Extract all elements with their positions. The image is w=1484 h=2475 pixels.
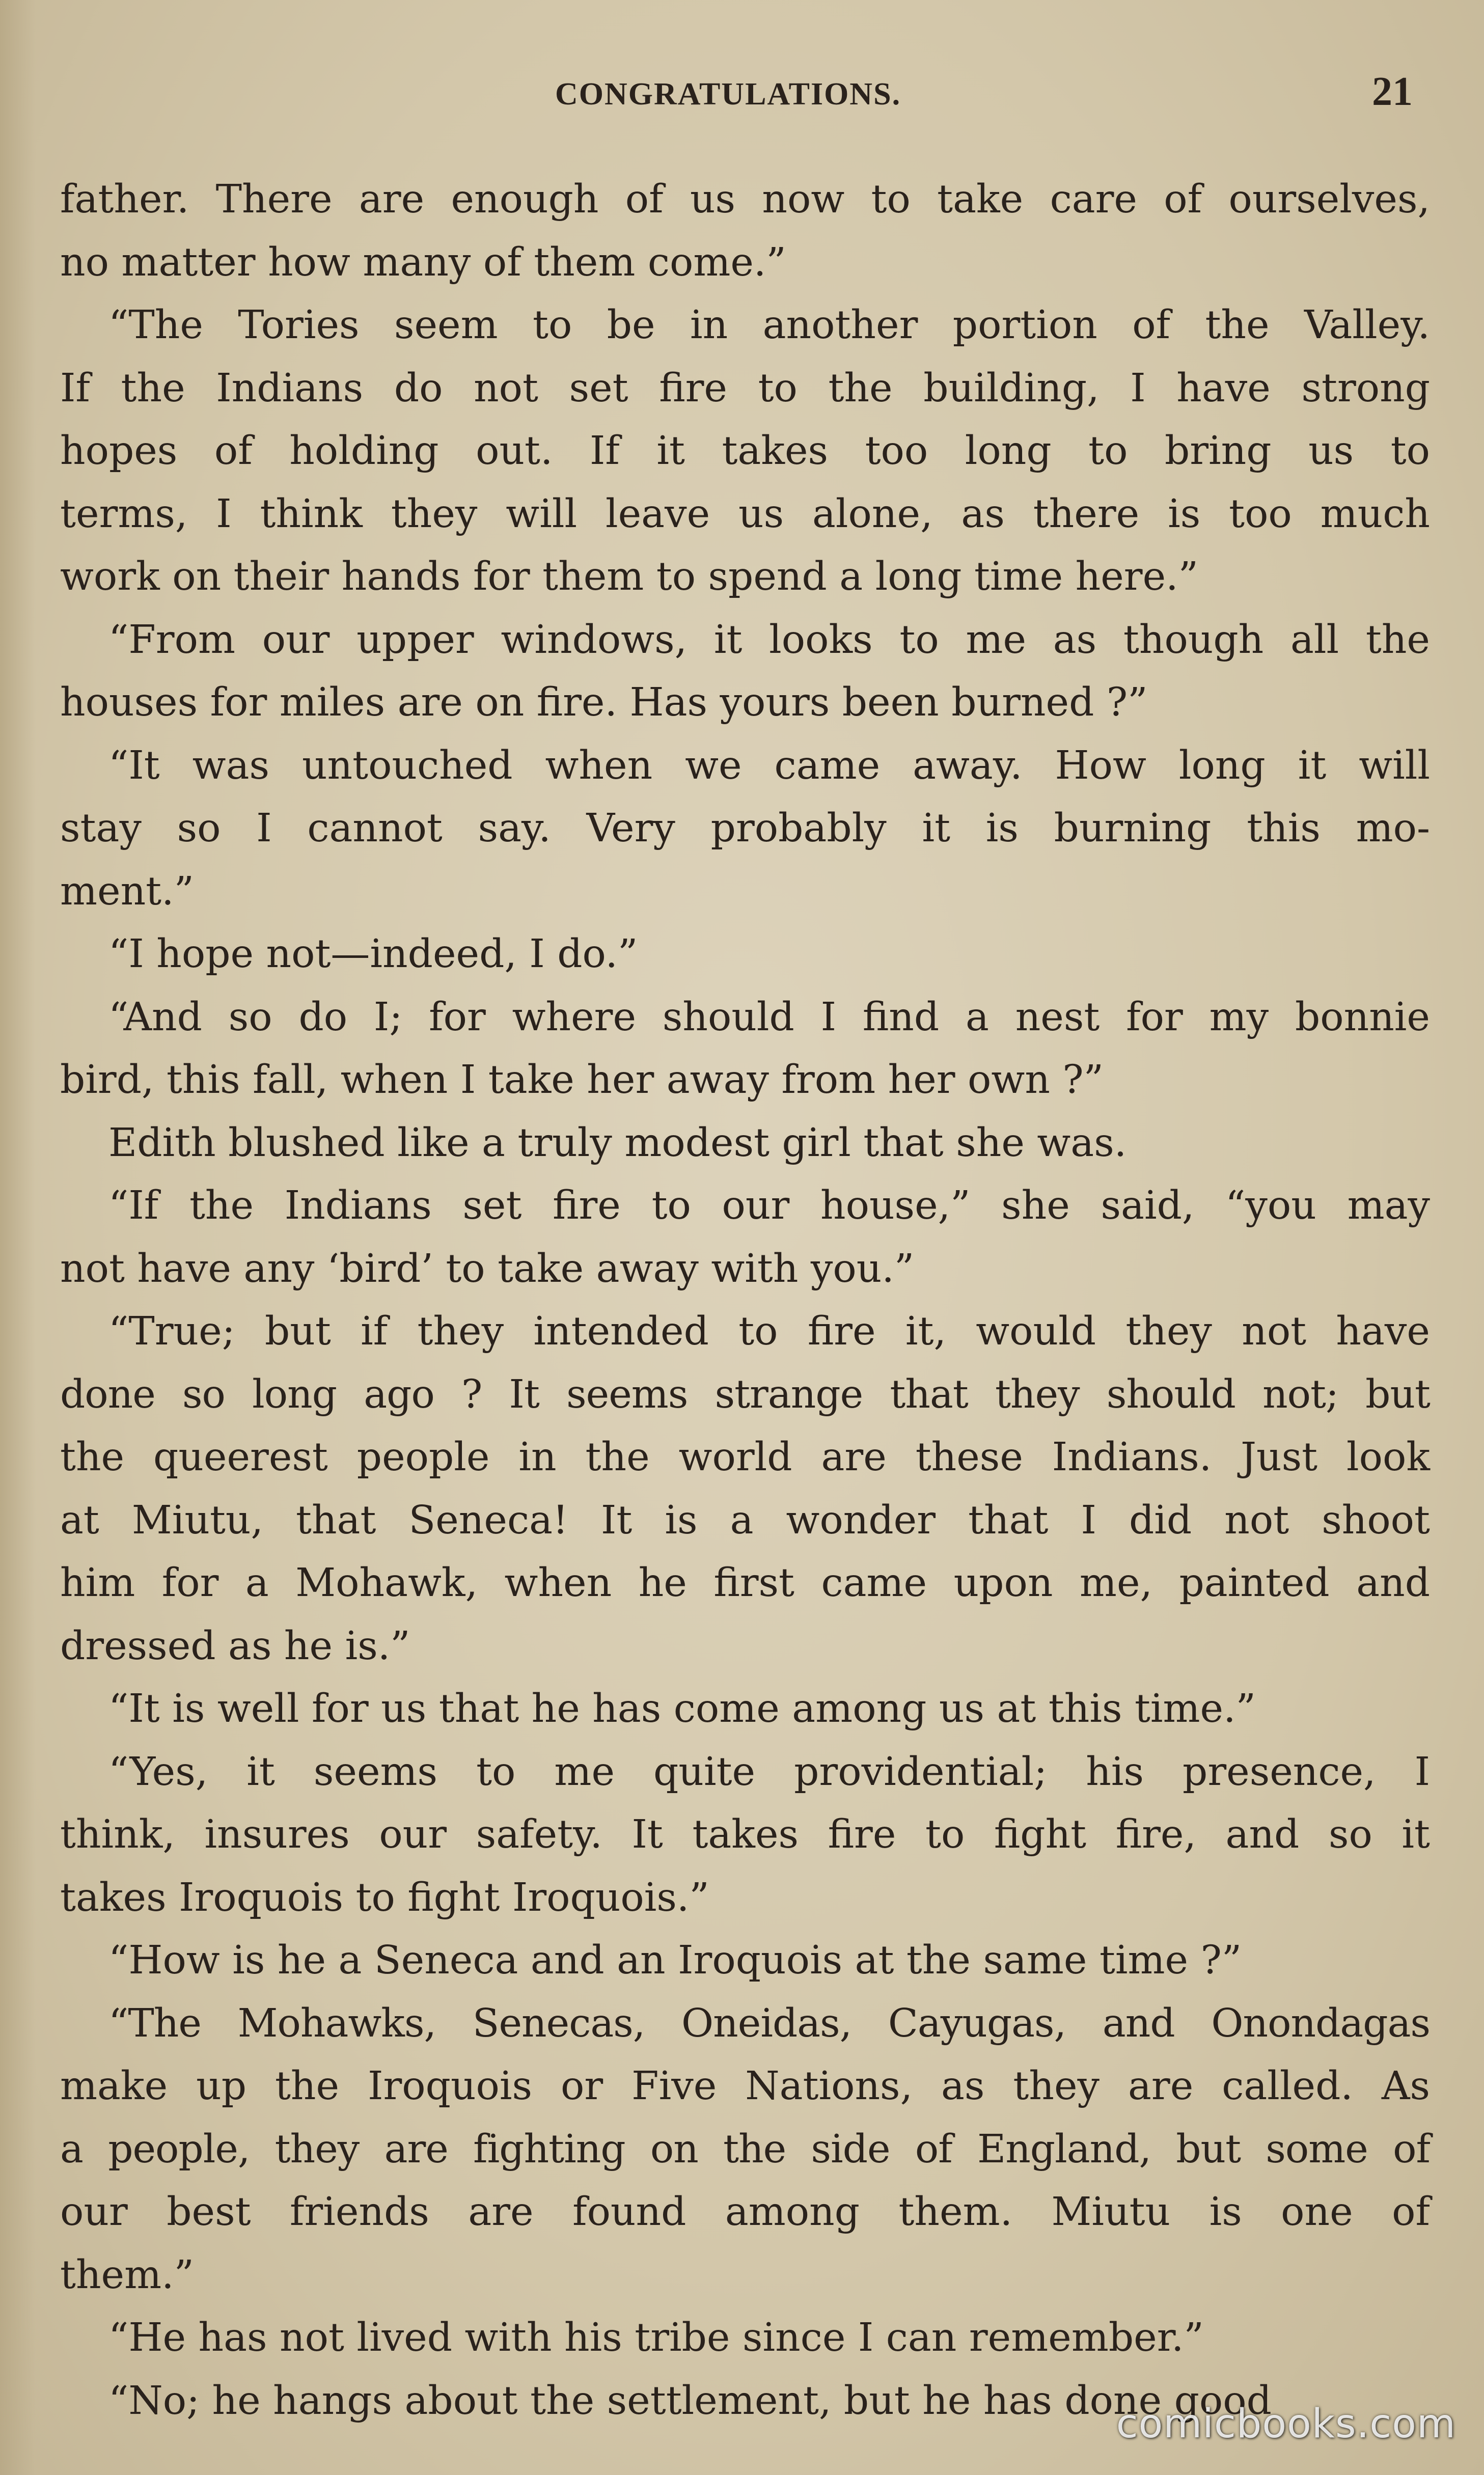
text-line: the queerest people in the world are these Indians. Just look [60,1435,1430,1480]
text-line: father. There are enough of us now to take care of ourselves, [60,177,1430,222]
text-line: “How is he a Seneca and an Iroquois at the same time ?” [108,1938,1242,1983]
text-line: “If the Indians set fire to our house,” she said, “you may [108,1183,1430,1228]
body-text [60,168,1430,2432]
text-line: “The Tories seem to be in another portion of the Valley. [108,302,1430,348]
text-line: “The Mohawks, Senecas, Oneidas, Cayugas, and Onondagas [108,2000,1430,2046]
text-line: “Yes, it seems to me quite providential; his presence, I [108,1749,1430,1795]
text-line: “From our upper windows, it looks to me as though all the [108,617,1430,663]
text-line: at Miutu, that Seneca! It is a wonder that I did not shoot [60,1497,1430,1543]
running-title: CONGRATULATIONS. [555,77,901,112]
text-line: “He has not lived with his tribe since I can remember.” [108,2315,1204,2360]
text-line: a people, they are fighting on the side of England, but some of [60,2126,1430,2172]
text-line: “It is well for us that he has come among us at this time.” [108,1686,1256,1731]
text-line: him for a Mohawk, when he first came upon me, painted and [60,1560,1430,1606]
text-line: no matter how many of them come.” [60,239,786,285]
text-line: them.” [60,2252,194,2298]
text-line: “No; he hangs about the settlement, but he has done good [108,2378,1272,2424]
page-number: 21 [1372,69,1413,114]
text-line: think, insures our safety. It takes fire to fight fire, and so it [60,1812,1430,1857]
text-line: “It was untouched when we came away. How long it will [108,743,1430,788]
page-edge-shadow [0,0,36,2475]
text-line: “True; but if they intended to fire it, would they not have [108,1309,1430,1354]
text-line: stay so I cannot say. Very probably it is burning this mo- [60,806,1430,851]
text-line: bird, this fall, when I take her away from her own ?” [60,1057,1104,1103]
text-line: “I hope not—indeed, I do.” [108,931,638,977]
text-line: terms, I think they will leave us alone, as there is too much [60,491,1430,537]
text-line: hopes of holding out. If it takes too long to bring us to [60,428,1430,474]
text-line: not have any ‘bird’ to take away with you.” [60,1246,915,1291]
text-line: houses for miles are on fire. Has yours been burned ?” [60,680,1148,725]
text-line: dressed as he is.” [60,1623,410,1669]
text-line: work on their hands for them to spend a long time here.” [60,554,1198,599]
watermark: comicbooks.com [1116,2401,1456,2447]
text-line: Edith blushed like a truly modest girl that she was. [108,1120,1127,1166]
text-line: done so long ago ? It seems strange that they should not; but [60,1371,1430,1417]
text-line: our best friends are found among them. Miutu is one of [60,2189,1430,2235]
text-line: takes Iroquois to fight Iroquois.” [60,1875,709,1920]
text-line: make up the Iroquois or Five Nations, as they are called. As [60,2064,1430,2109]
text-line: “And so do I; for where should I find a nest for my bonnie [108,994,1430,1040]
text-line: If the Indians do not set fire to the building, I have strong [60,365,1430,411]
text-line: ment.” [60,868,194,914]
